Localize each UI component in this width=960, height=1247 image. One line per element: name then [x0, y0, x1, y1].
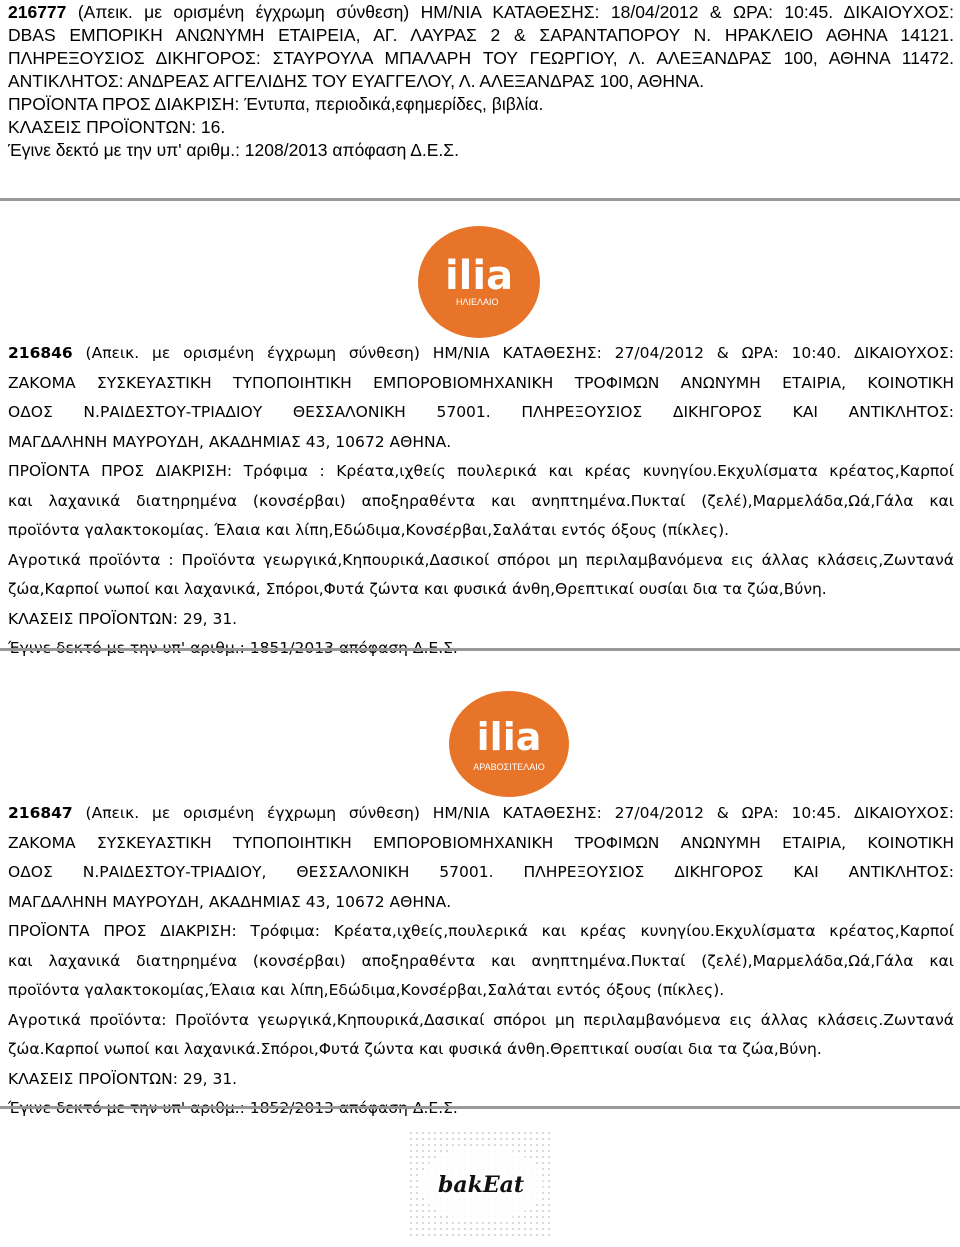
- bakeat-logo: [402, 1124, 560, 1242]
- products-line: και λαχανικά διατηρημένα (κονσέρβαι) αποξηραθέντα και ανηπτημένα.Πυκταί (ζελέ),Μαρμελάδα,Ωά,Γάλα και: [8, 491, 954, 510]
- ilia-helielaio-logo: [416, 225, 542, 339]
- products-line: προϊόντα γαλακτοκομίας,Έλαια και λίπη,Εδώδιμα,Κονσέρβαι,Σαλάται εντός όξους (πίκλες).: [8, 981, 725, 999]
- trademark-number: 216777: [8, 2, 67, 22]
- owner-line: ΖΑΚΟΜΑ ΣΥΣΚΕΥΑΣΤΙΚΗ ΤΥΠΟΠΟΙΗΤΙΚΗ ΕΜΠΟΡΟΒΙΟΜΗΧΑΝΙΚΗ ΤΡΟΦΙΜΩΝ ΑΝΩΝΥΜΗ ΕΤΑΙΡΙΑ, ΚΟΙΝΟΤΙΚΗ: [8, 373, 954, 392]
- trademark-number: 216846: [8, 344, 73, 362]
- address-line: ΟΔΟΣ Ν.ΡΑΙΔΕΣΤΟΥ-ΤΡΙΑΔΙΟΥ, ΘΕΣΣΑΛΟΝΙΚΗ 57001. ΠΛΗΡΕΞΟΥΣΙΟΣ ΔΙΚΗΓΟΡΟΣ ΚΑΙ ΑΝΤΙΚΛΗΤΟΣ:: [8, 863, 954, 881]
- owner-line: ΖΑΚΟΜΑ ΣΥΣΚΕΥΑΣΤΙΚΗ ΤΥΠΟΠΟΙΗΤΙΚΗ ΕΜΠΟΡΟΒΙΟΜΗΧΑΝΙΚΗ ΤΡΟΦΙΜΩΝ ΑΝΩΝΥΜΗ ΕΤΑΙΡΙΑ, ΚΟΙΝΟΤΙΚΗ: [8, 833, 954, 852]
- filing-info: (Απεικ. με ορισμένη έγχρωμη σύνθεση) ΗΜ/ΝΙΑ ΚΑΤΑΘΕΣΗΣ: 27/04/2012 & ΩΡΑ: 10:45. ΔΙΚΑΙΟΥΧΟΣ:: [85, 804, 954, 822]
- classes-line: ΚΛΑΣΕΙΣ ΠΡΟΪΟΝΤΩΝ: 29, 31.: [8, 609, 238, 628]
- products-line: Αγροτικά προϊόντα : Προϊόντα γεωργικά,Κηπουρικά,Δασικοί σπόροι μη περιλαμβανόμενα εις άλλας κλάσεις,Ζωντανά: [8, 550, 954, 569]
- attorney-line: ΠΛΗΡΕΞΟΥΣΙΟΣ ΔΙΚΗΓΟΡΟΣ: ΣΤΑΥΡΟΥΛΑ ΜΠΑΛΑΡΗ ΤΟΥ ΓΕΩΡΓΙΟΥ, Λ. ΑΛΕΞΑΝΔΡΑΣ 100, ΑΘΗΝΑ 11472.: [8, 48, 954, 68]
- ilia-logo-graphic: [416, 225, 542, 339]
- products-line: προϊόντα γαλακτοκομίας. Έλαια και λίπη,Εδώδιμα,Κονσέρβαι,Σαλάται εντός όξους (πίκλες).: [8, 521, 730, 539]
- agent-line: ΜΑΓΔΑΛΗΝΗ ΜΑΥΡΟΥΔΗ, ΑΚΑΔΗΜΙΑΣ 43, 10672 ΑΘΗΝΑ.: [8, 432, 452, 451]
- ilia-logo-graphic: [446, 690, 572, 798]
- ilia-aravositelaio-logo: [446, 690, 572, 798]
- trademark-entry: [8, 1, 954, 162]
- products-line: ζώα.Καρποί νωποί και λαχανικά.Σπόροι,Φυτά ζώντα και φυσικά άνθη.Θρεπτικαί ουσίαι δια τα ζώα,Βύνη.: [8, 1040, 822, 1058]
- logo-subtitle: ΗΛΙΕΛΑΙΟ: [456, 297, 499, 307]
- products-line: ΠΡΟΪΟΝΤΑ ΠΡΟΣ ΔΙΑΚΡΙΣΗ: Έντυπα, περιοδικά,εφημερίδες, βιβλία.: [8, 94, 544, 114]
- agent-line: ΜΑΓΔΑΛΗΝΗ ΜΑΥΡΟΥΔΗ, ΑΚΑΔΗΜΙΑΣ 43, 10672 ΑΘΗΝΑ.: [8, 892, 452, 911]
- agent-line: ΑΝΤΙΚΛΗΤΟΣ: ΑΝΔΡΕΑΣ ΑΓΓΕΛΙΔΗΣ ΤΟΥ ΕΥΑΓΓΕΛΟΥ, Λ. ΑΛΕΞΑΝΔΡΑΣ 100, ΑΘΗΝΑ.: [8, 71, 705, 91]
- classes-line: ΚΛΑΣΕΙΣ ΠΡΟΪΟΝΤΩΝ: 29, 31.: [8, 1069, 238, 1088]
- entry-separator: [0, 648, 960, 651]
- owner-line: DBAS ΕΜΠΟΡΙΚΗ ΑΝΩΝΥΜΗ ΕΤΑΙΡΕΙΑ, ΑΓ. ΛΑΥΡΑΣ 2 & ΣΑΡΑΝΤΑΠΟΡΟΥ Ν. ΗΡΑΚΛΕΙΟ ΑΘΗΝΑ 14121.: [8, 25, 954, 45]
- entry-separator: [0, 198, 960, 201]
- filing-info: (Απεικ. με ορισμένη έγχρωμη σύνθεση) ΗΜ/ΝΙΑ ΚΑΤΑΘΕΣΗΣ: 27/04/2012 & ΩΡΑ: 10:40. ΔΙΚΑΙΟΥΧΟΣ:: [85, 344, 954, 362]
- trademark-number: 216847: [8, 804, 73, 822]
- products-line: Αγροτικά προϊόντα: Προϊόντα γεωργικά,Κηπουρικά,Δασικαί σπόροι μη περιλαμβανόμενα εις άλλας κλάσεις.Ζωντανά: [8, 1010, 954, 1029]
- logo-wordmark: ilia: [444, 253, 514, 299]
- decision-line: Έγινε δεκτό με την υπ' αριθμ.: 1208/2013 απόφαση Δ.Ε.Σ.: [8, 140, 459, 160]
- address-line: ΟΔΟΣ Ν.ΡΑΙΔΕΣΤΟΥ-ΤΡΙΑΔΙΟΥ ΘΕΣΣΑΛΟΝΙΚΗ 57001. ΠΛΗΡΕΞΟΥΣΙΟΣ ΔΙΚΗΓΟΡΟΣ ΚΑΙ ΑΝΤΙΚΛΗΤΟΣ:: [8, 403, 954, 421]
- filing-info: (Απεικ. με ορισμένη έγχρωμη σύνθεση) ΗΜ/ΝΙΑ ΚΑΤΑΘΕΣΗΣ: 18/04/2012 & ΩΡΑ: 10:45. ΔΙΚΑΙΟΥΧΟΣ:: [77, 2, 954, 22]
- logo-wordmark: ilia: [476, 715, 542, 759]
- products-line: ζώα,Καρποί νωποί και λαχανικά, Σπόροι,Φυτά ζώντα και φυσικά άνθη,Θρεπτικαί ουσίαι δια τα ζώα,Βύνη.: [8, 580, 827, 598]
- classes-line: ΚΛΑΣΕΙΣ ΠΡΟΪΟΝΤΩΝ: 16.: [8, 117, 226, 137]
- trademark-entry: [8, 339, 954, 664]
- trademark-entry: [8, 799, 954, 1124]
- logo-subtitle: ΑΡΑΒΟΣΙΤΕΛΑΙΟ: [473, 762, 545, 772]
- products-line: και λαχανικά διατηρημένα (κονσέρβαι) αποξηραθέντα και ανηπτημένα.Πυκταί (ζελέ),Μαρμελάδα,Ωά,Γάλα και: [8, 951, 954, 970]
- decision-line: Έγινε δεκτό με την υπ' αριθμ.: 1851/2013 απόφαση Δ.Ε.Σ.: [8, 639, 458, 657]
- entry-separator: [0, 1106, 960, 1109]
- products-line: ΠΡΟΪΟΝΤΑ ΠΡΟΣ ΔΙΑΚΡΙΣΗ: Τρόφιμα: Κρέατα,ιχθείς,πουλερικά και κρέας κυνηγίου.Εκχυλίσματα κρέατος,Καρποί: [8, 922, 954, 940]
- logo-wordmark: bakEat: [437, 1172, 525, 1198]
- products-line: ΠΡΟΪΟΝΤΑ ΠΡΟΣ ΔΙΑΚΡΙΣΗ: Τρόφιμα : Κρέατα,ιχθείς πουλερικά και κρέας κυνηγίου.Εκχυλίσματα κρέατος,Καρποί: [8, 462, 954, 480]
- decision-line: Έγινε δεκτό με την υπ' αριθμ.: 1852/2013 απόφαση Δ.Ε.Σ.: [8, 1099, 458, 1117]
- bakeat-logo-graphic: [402, 1124, 560, 1242]
